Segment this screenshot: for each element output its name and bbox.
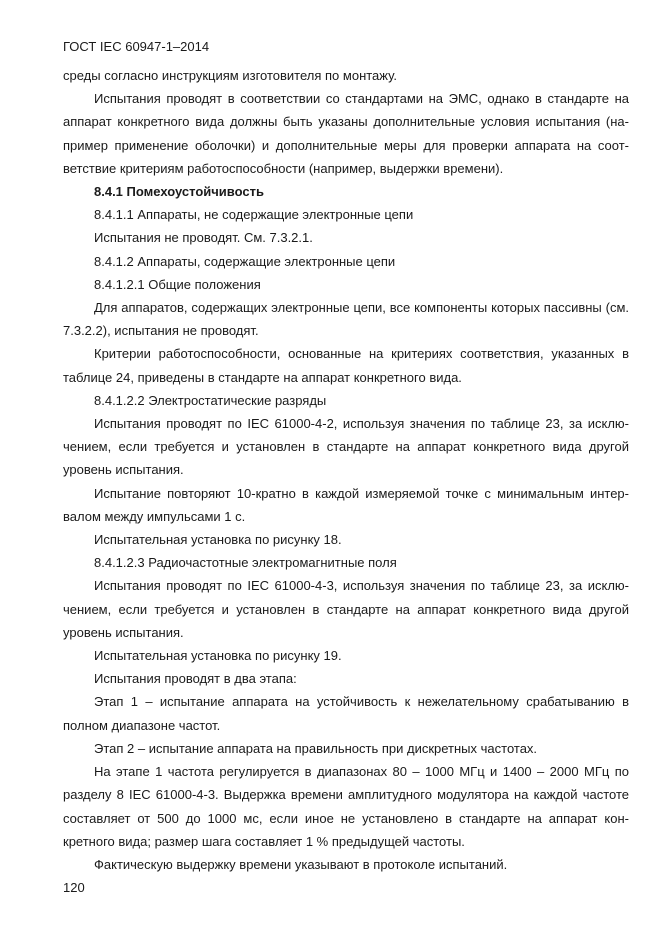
paragraph: Критерии работоспособности, основанные на критериях соответствия, указанных в таблице 24, приведены в стандарте на аппарат конкретного вида. <box>63 346 629 385</box>
page-number: 120 <box>63 880 85 895</box>
paragraph: Фактическую выдержку времени указывают в протоколе испытаний. <box>94 856 508 872</box>
subsection-heading: 8.4.1.1 Аппараты, не содержащие электронные цепи <box>94 207 414 223</box>
paragraph: Для аппаратов, содержащих электронные цепи, все компоненты которых пассивны (см. 7.3.2.2), испытания не проводят. <box>63 300 629 339</box>
subsection-heading: 8.4.1.2.3 Радиочастотные электромагнитные поля <box>94 555 397 571</box>
paragraph: Этап 1 – испытание аппарата на устойчивость к нежелательному срабатыванию в полном диапазоне частот. <box>63 694 629 733</box>
paragraph: Испытания проводят по IEC 61000-4-3, используя значения по таблице 23, за исключением, если требуется и установлен в стандарте на аппарат конкретного вида другой уровень испытания. <box>63 578 629 640</box>
subsection-heading: 8.4.1.2.1 Общие положения <box>94 276 261 292</box>
paragraph: Испытания проводят в соответствии со стандартами на ЭМС, однако в стандарте на аппарат конкретного вида должны быть указаны дополнительные условия испытания (например применение оболочки) и дополнительные меры для проверки аппарата на соответствие критериям работоспособности (например, выдержки времени). <box>63 91 629 176</box>
paragraph: Испытательная установка по рисунку 19. <box>94 648 342 664</box>
paragraph: Испытания не проводят. См. 7.3.2.1. <box>94 230 313 246</box>
paragraph: Испытательная установка по рисунку 18. <box>94 532 342 548</box>
paragraph: Испытание повторяют 10-кратно в каждой измеряемой точке с минимальным интервалом между импульсами 1 с. <box>63 485 629 524</box>
paragraph: Испытания проводят по IEC 61000-4-2, используя значения по таблице 23, за исключением, если требуется и установлен в стандарте на аппарат конкретного вида другой уровень испытания. <box>63 416 629 478</box>
paragraph: Этап 2 – испытание аппарата на правильность при дискретных частотах. <box>94 740 538 756</box>
paragraph: На этапе 1 частота регулируется в диапазонах 80 – 1000 МГц и 1400 – 2000 МГц по разделу 8 IEC 61000-4-3. Выдержка времени амплитудного модулятора на каждой частоте составляет от 500 до 1000 мс, если иное не установлено в стандарте на аппарат конкретного вида; размер шага составляет 1 % предыдущей частоты. <box>63 764 629 849</box>
section-heading: 8.4.1 Помехоустойчивость <box>94 184 264 200</box>
subsection-heading: 8.4.1.2 Аппараты, содержащие электронные цепи <box>94 253 396 269</box>
document-body <box>63 64 629 876</box>
paragraph: Испытания проводят в два этапа: <box>94 671 297 687</box>
document-header: ГОСТ IEC 60947-1–2014 <box>63 39 210 54</box>
paragraph: среды согласно инструкциям изготовителя по монтажу. <box>63 68 397 83</box>
subsection-heading: 8.4.1.2.2 Электростатические разряды <box>94 392 327 408</box>
